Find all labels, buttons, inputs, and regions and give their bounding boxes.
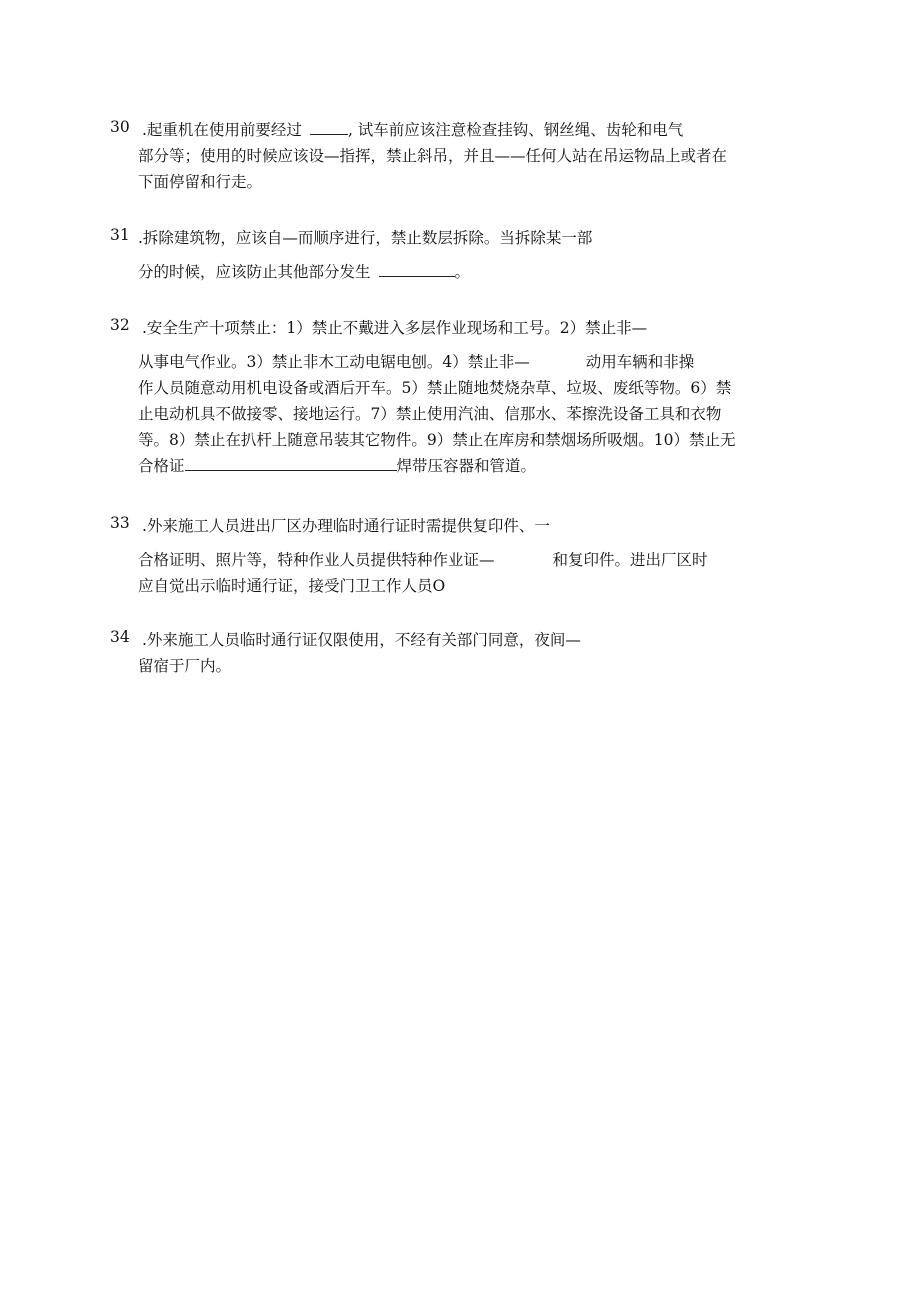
question-number: 32: [110, 316, 130, 334]
question-text-line: .外来施工人员进出厂区办理临时通行证时需提供复印件、一: [142, 517, 550, 535]
question-text: 动用车辆和非操: [585, 353, 695, 371]
question-text-line: .外来施工人员临时通行证仅限使用，不经有关部门同意，夜间—: [142, 631, 581, 649]
question-text-line: 留宿于厂内。: [138, 657, 232, 675]
question-text-line: [142, 118, 683, 140]
question-text: 和复印件。进出厂区时: [552, 551, 708, 569]
question-text-line: [138, 454, 536, 476]
question-text-line: [138, 350, 694, 372]
question-text-line: [138, 548, 708, 570]
question-33: [110, 514, 810, 600]
question-text-line: 止电动机具不做接零、接地运行。7）禁止使用汽油、信那水、苯擦洗设备工具和衣物: [138, 405, 722, 423]
answer-blank: [185, 456, 397, 471]
question-text: 从事电气作业。3）禁止非木工动电锯电刨。4）禁止非—: [138, 353, 530, 371]
question-text: , 试车前应该注意检查挂钩、钢丝绳、齿轮和电气: [347, 121, 684, 139]
question-number: 31: [110, 226, 130, 244]
question-text: .起重机在使用前要经过: [142, 121, 302, 139]
question-text-line: 等。8）禁止在扒杆上随意吊装其它物件。9）禁止在库房和禁烟场所吸烟。10）禁止无: [138, 431, 736, 449]
answer-blank: [379, 262, 455, 277]
question-text-line: [138, 260, 470, 282]
question-number: 30: [110, 118, 130, 136]
question-text: 合格证明、照片等，特种作业人员提供特种作业证—: [138, 551, 495, 569]
question-31: [110, 226, 810, 286]
question-30: [110, 118, 810, 198]
question-text-line: .拆除建筑物，应该自—而顺序进行，禁止数层拆除。当拆除某一部: [138, 229, 593, 247]
question-text-line: .安全生产十项禁止：1）禁止不戴进入多层作业现场和工号。2）禁止非—: [142, 319, 648, 337]
question-text-line: 部分等；使用的时候应该设—指挥，禁止斜吊，并且——任何人站在吊运物品上或者在: [138, 147, 728, 165]
question-34: [110, 628, 810, 684]
question-text-line: 应自觉出示临时通行证，接受门卫工作人员O: [138, 577, 446, 595]
answer-blank: [310, 120, 348, 135]
question-32: [110, 316, 810, 486]
question-text: 分的时候，应该防止其他部分发生: [138, 263, 371, 281]
question-text-line: 作人员随意动用机电设备或酒后开车。5）禁止随地焚烧杂草、垃圾、废纸等物。6）禁: [138, 379, 732, 397]
question-text: 合格证: [138, 457, 185, 475]
question-text: 焊带压容器和管道。: [396, 457, 537, 475]
question-text-line: 下面停留和行走。: [138, 173, 263, 191]
question-text: 。: [454, 263, 471, 281]
question-number: 33: [110, 514, 130, 532]
question-number: 34: [110, 628, 130, 646]
